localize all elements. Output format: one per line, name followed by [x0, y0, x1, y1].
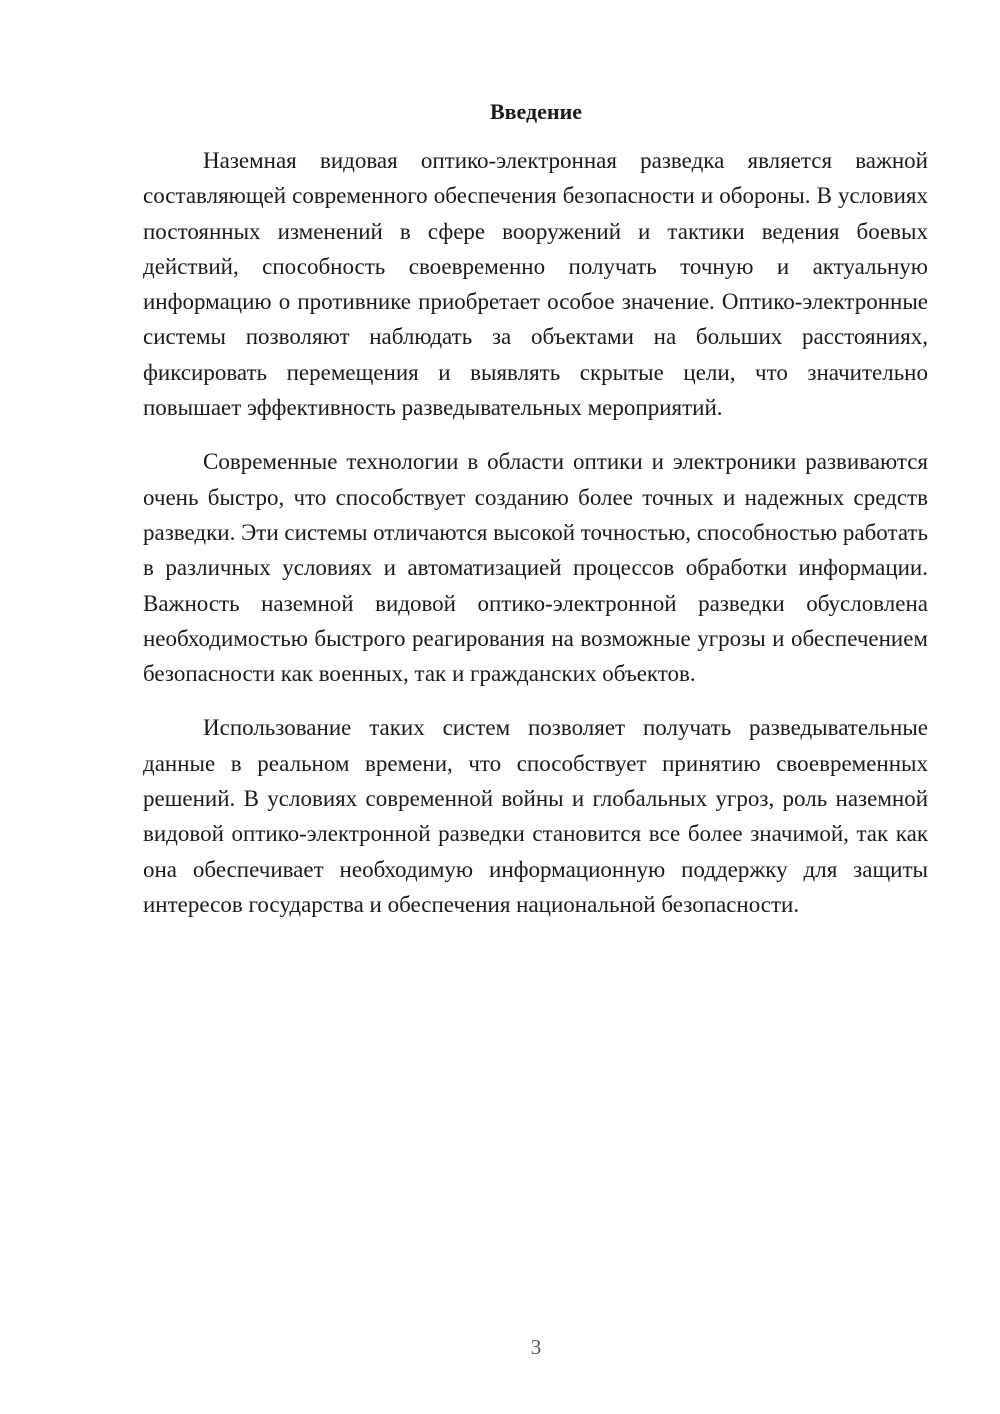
paragraph-3: Использование таких систем позволяет получать разведывательные данные в реальном времени, что способствует принятию своевременных решений. В условиях современной войны и глобальных угроз, роль наземной видовой оптико-электронной разведки становится все более значимой, так как она обеспечивает необходимую информационную поддержку для защиты интересов государства и обеспечения национальной безопасности.	[143, 715, 928, 917]
page-number: 3	[530, 1335, 542, 1359]
body-text	[143, 143, 928, 941]
paragraph-1: Наземная видовая оптико-электронная разведка является важной составляющей современного обеспечения безопасности и обороны. В условиях постоянных изменений в сфере вооружений и тактики ведения боевых действий, способность своевременно получать точную и актуальную информацию о противнике приобретает особое значение. Оптико-электронные системы позволяют наблюдать за объектами на больших расстояниях, фиксировать перемещения и выявлять скрытые цели, что значительно повышает эффективность разведывательных мероприятий.	[143, 148, 928, 421]
paragraph-2: Современные технологии в области оптики и электроники развиваются очень быстро, что способствует созданию более точных и надежных средств разведки. Эти системы отличаются высокой точностью, способностью работать в различных условиях и автоматизацией процессов обработки информации. Важность наземной видовой оптико-электронной разведки обусловлена необходимостью быстрого реагирования на возможные угрозы и обеспечением безопасности как военных, так и гражданских объектов.	[143, 449, 928, 687]
section-heading: Введение	[489, 99, 583, 124]
